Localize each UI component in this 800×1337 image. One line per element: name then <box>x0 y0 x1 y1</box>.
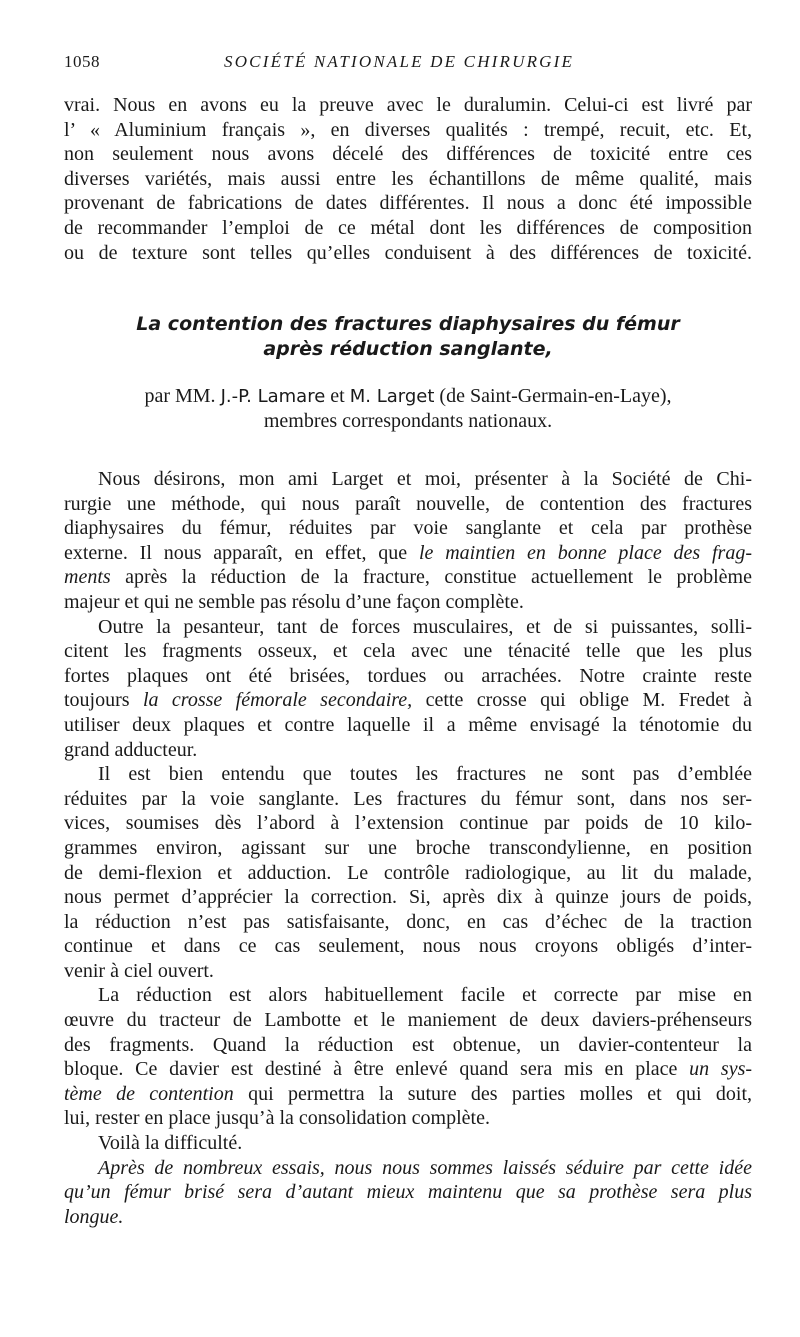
byline-authors <box>64 384 752 409</box>
text-line: vrai. Nous en avons eu la preuve avec le duralumin. Celui-ci est livré par <box>64 94 752 116</box>
italic-phrase: un sys- <box>689 1058 753 1081</box>
text-line: ou de texture sont telles qu’elles conduisent à des différences de toxicité. <box>64 241 752 264</box>
journal-title: SOCIÉTÉ NATIONALE DE CHIRURGIE <box>224 52 575 71</box>
text-run: qui permettra la suture des parties molles et qui doit, <box>248 1082 752 1105</box>
text-line: Voilà la difficulté. <box>98 1132 243 1155</box>
text-line: Nous désirons, mon ami Larget et moi, présenter à la Société de Chi- <box>98 468 752 490</box>
text-line: l’ « Aluminium français », en diverses qualités : trempé, recuit, etc. Et, <box>64 118 752 141</box>
text-line: œuvre du tracteur de Lambotte et le maniement de deux daviers-préhenseurs <box>64 1009 752 1032</box>
carryover-paragraph <box>64 93 752 265</box>
text-line: utiliser deux plaques et contre laquelle il a même envisagé la ténotomie du <box>64 713 752 736</box>
text-line: lui, rester en place jusqu’à la consolidation complète. <box>64 1107 490 1130</box>
byline-membership: membres correspondants nationaux. <box>263 410 553 432</box>
text-line: rurgie une méthode, qui nous paraît nouvelle, de contention des fractures <box>64 492 752 515</box>
text-line: majeur et qui ne semble pas résolu d’une façon complète. <box>64 590 524 613</box>
byline-connector: et <box>330 385 345 407</box>
text-line: réduites par la voie sanglante. Les fractures du fémur sont, dans nos ser- <box>64 787 752 810</box>
text-line: vices, soumises dès l’abord à l’extension continue par poids de 10 kilo- <box>64 812 752 835</box>
text-run: cette crosse qui oblige M. Fredet à <box>425 689 753 712</box>
text-line: nous permet d’apprécier la correction. Si, après dix à quinze jours de poids, <box>64 886 752 909</box>
text-line: longue. <box>64 1205 124 1228</box>
text-line <box>64 541 752 566</box>
italic-phrase: tème de contention <box>64 1082 234 1105</box>
author-name: J.-P. Lamare <box>220 386 326 407</box>
article-title <box>64 312 752 362</box>
text-line: Outre la pesanteur, tant de forces musculaires, et de si puissantes, solli- <box>98 615 752 638</box>
text-line <box>64 1082 752 1107</box>
article-byline <box>64 384 752 434</box>
text-line: continue et dans ce cas seulement, nous nous croyons obligés d’inter- <box>64 935 752 958</box>
text-line: grammes environ, agissant sur une broche transcondylienne, en position <box>64 836 752 859</box>
text-line: qu’un fémur brisé sera d’autant mieux maintenu que sa prothèse sera plus <box>64 1181 752 1204</box>
text-line: non seulement nous avons décelé des différences de toxicité entre ces <box>64 143 752 166</box>
text-line: de recommander l’emploi de ce métal dont les différences de composition <box>64 216 752 239</box>
text-line: de demi-flexion et adduction. Le contrôle radiologique, au lit du malade, <box>64 861 752 884</box>
text-line: venir à ciel ouvert. <box>64 959 214 982</box>
text-run: après la réduction de la fracture, constitue actuellement le problème <box>125 566 752 589</box>
text-line: citent les fragments osseux, et cela avec une ténacité telle que les plus <box>64 640 752 663</box>
text-line: grand adducteur. <box>64 738 198 761</box>
text-line: Après de nombreux essais, nous nous sommes laissés séduire par cette idée <box>98 1156 752 1179</box>
text-line: provenant de fabrications de dates différentes. Il nous a donc été impossible <box>64 192 752 215</box>
text-line: Il est bien entendu que toutes les fractures ne sont pas d’emblée <box>98 763 752 786</box>
italic-phrase: ments <box>64 566 111 589</box>
byline-prefix: par MM. <box>144 385 216 407</box>
italic-phrase: la crosse fémorale secondaire, <box>142 689 413 712</box>
author-affiliation: (de Saint-Germain-en-Laye), <box>439 385 672 407</box>
text-run: bloque. Ce davier est destiné à être enlevé quand sera mis en place <box>64 1058 678 1081</box>
text-line: diverses variétés, mais aussi entre les échantillons de même qualité, mais <box>64 167 752 190</box>
text-line <box>64 1057 752 1082</box>
text-run: externe. Il nous apparaît, en effet, que <box>64 541 408 564</box>
text-line <box>64 565 752 590</box>
text-line <box>64 688 752 713</box>
text-line: des fragments. Quand la réduction est obtenue, un davier-contenteur la <box>64 1033 752 1056</box>
text-line: La réduction est alors habituellement facile et correcte par mise en <box>98 984 752 1007</box>
italic-phrase: le maintien en bonne place des frag- <box>418 541 752 564</box>
text-line: diaphysaires du fémur, réduites par voie sanglante et cela par prothèse <box>64 517 752 540</box>
text-run: toujours <box>64 689 130 712</box>
page-number: 1058 <box>64 52 100 71</box>
article-title-line: après réduction sanglante, <box>263 338 553 360</box>
article-title-line: La contention des fractures diaphysaires du fémur <box>136 313 680 335</box>
article-body <box>64 467 752 1229</box>
author-name: M. Larget <box>349 386 435 407</box>
text-line: la réduction n’est pas satisfaisante, donc, en cas d’échec de la traction <box>64 910 752 933</box>
running-header <box>64 52 752 76</box>
text-line: fortes plaques ont été brisées, tordues ou arrachées. Notre crainte reste <box>64 664 752 687</box>
